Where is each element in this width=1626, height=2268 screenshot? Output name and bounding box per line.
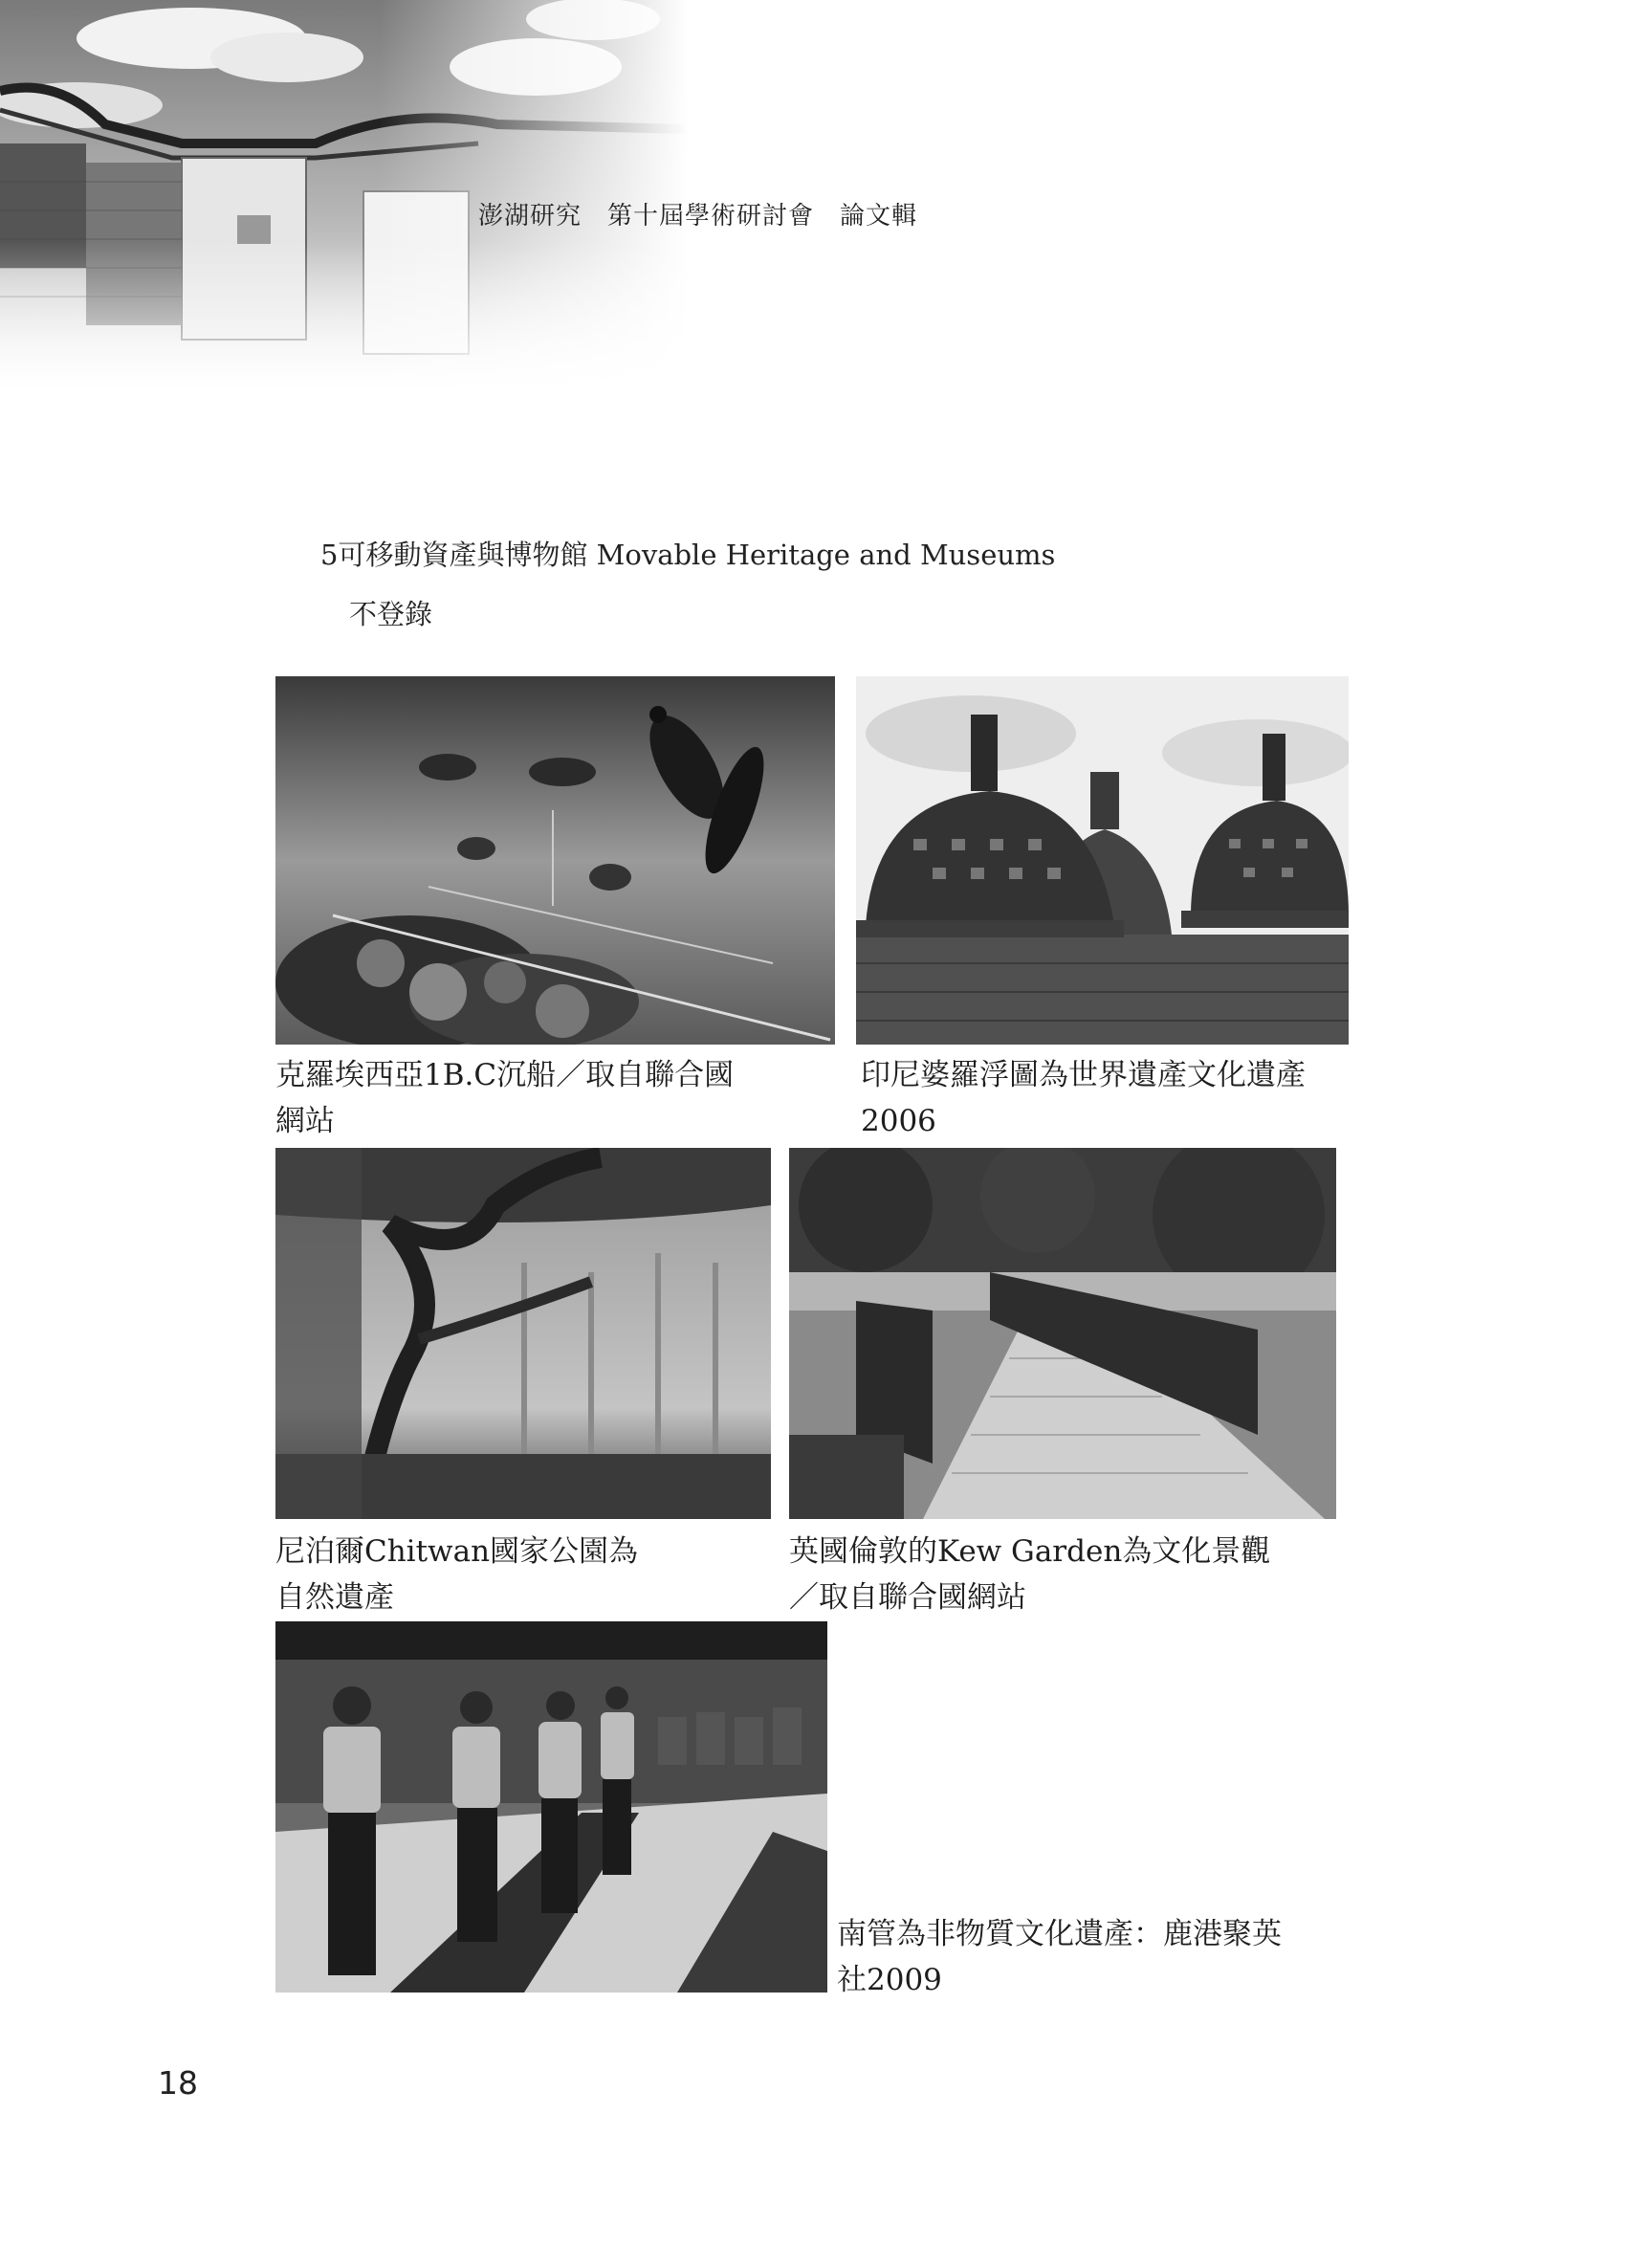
figure-caption: 印尼婆羅浮圖為世界遺產文化遺產 2006 xyxy=(861,1058,1306,1138)
running-title: 澎湖研究 第十屆學術研討會 論文輯 xyxy=(478,202,918,231)
figure-caption: 克羅埃西亞1B.C沉船／取自聯合國 網站 xyxy=(275,1058,735,1138)
figure-caption: 南管為非物質文化遺產：鹿港聚英 社2009 xyxy=(837,1917,1282,1997)
nanguan-performance-photo xyxy=(275,1621,827,1993)
figure-caption: 尼泊爾Chitwan國家公園為 自然遺產 xyxy=(275,1534,639,1615)
chitwan-forest-photo xyxy=(275,1148,771,1519)
borobudur-stupas-photo xyxy=(856,676,1349,1045)
section-heading: 5可移動資產與博物館 Movable Heritage and Museums xyxy=(320,539,1056,571)
shipwreck-divers-photo xyxy=(275,676,835,1045)
page-number: 18 xyxy=(158,2064,198,2102)
section-note: 不登錄 xyxy=(349,598,433,630)
kew-garden-boardwalk-photo xyxy=(789,1148,1336,1519)
figure-caption: 英國倫敦的Kew Garden為文化景觀 ／取自聯合國網站 xyxy=(789,1534,1271,1615)
